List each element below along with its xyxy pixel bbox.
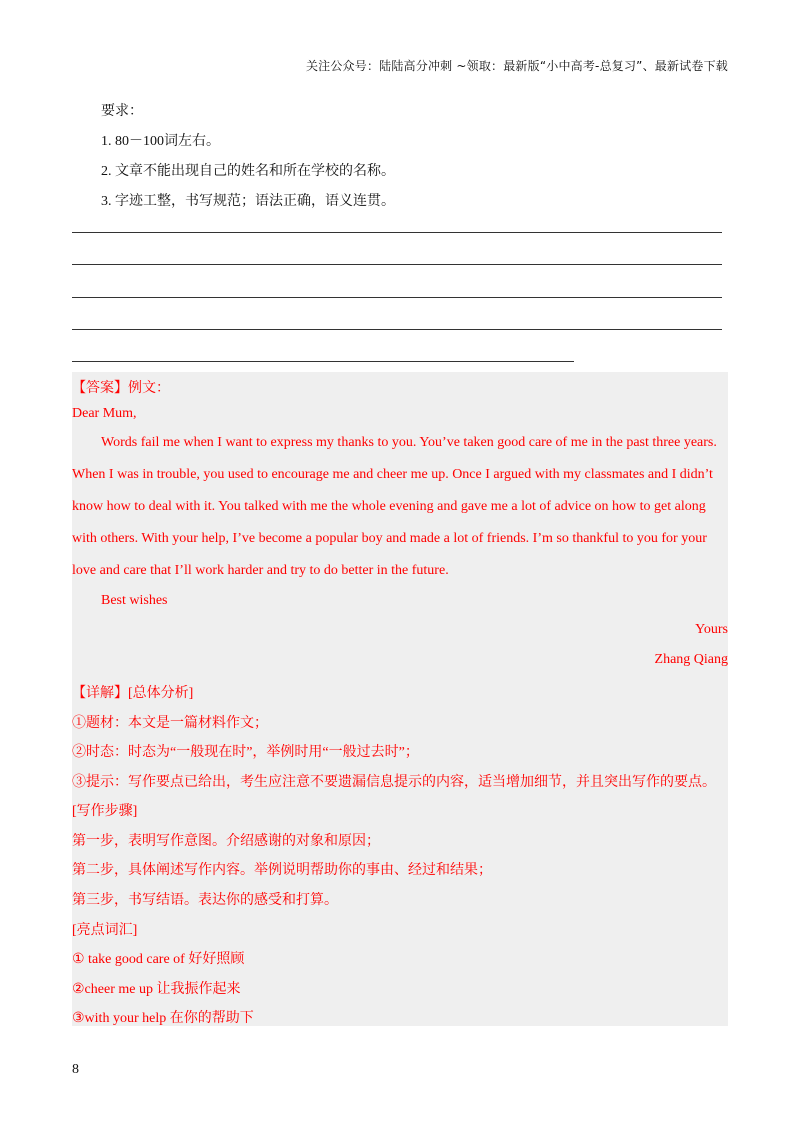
vocab-item: ③with your help 在你的帮助下 xyxy=(72,1011,254,1026)
letter-signature: Zhang Qiang xyxy=(654,652,728,667)
letter-body-line: know how to deal with it. You talked with me the whole evening and gave me a lot of advice on how to get along xyxy=(72,499,706,514)
vocab-item: ① take good care of 好好照顾 xyxy=(72,952,245,967)
writing-line xyxy=(72,297,722,298)
letter-signoff: Yours xyxy=(695,622,728,637)
writing-line xyxy=(72,361,574,362)
requirement-item: 2. 文章不能出现自己的姓名和所在学校的名称。 xyxy=(101,164,395,179)
letter-salutation: Dear Mum, xyxy=(72,406,137,421)
page-number: 8 xyxy=(72,1062,79,1077)
vocab-label: [亮点词汇] xyxy=(72,923,138,938)
letter-closing: Best wishes xyxy=(101,593,168,608)
page-header: 关注公众号：陆陆高分冲刺 ~领取：最新版“小中高考-总复习”、最新试卷下载 xyxy=(305,59,728,73)
writing-line xyxy=(72,264,722,265)
step-item: 第二步，具体阐述写作内容。举例说明帮助你的事由、经过和结果； xyxy=(72,863,492,878)
analysis-label: 【详解】[总体分析] xyxy=(72,686,194,701)
writing-line xyxy=(72,232,722,233)
writing-line xyxy=(72,329,722,330)
step-item: 第三步，书写结语。表达你的感受和打算。 xyxy=(72,893,338,908)
step-item: 第一步，表明写作意图。介绍感谢的对象和原因； xyxy=(72,834,380,849)
answer-section xyxy=(72,372,728,1026)
letter-body-line: with others. With your help, I’ve become a popular boy and made a lot of friends. I’m so thankful to you for your xyxy=(72,531,707,546)
analysis-item: ①题材：本文是一篇材料作文； xyxy=(72,716,268,731)
analysis-item: ②时态：时态为“一般现在时”，举例时用“一般过去时”； xyxy=(72,745,419,760)
letter-body-line: Words fail me when I want to express my thanks to you. You’ve taken good care of me in the past three years. xyxy=(101,435,717,450)
requirements-title: 要求： xyxy=(101,104,143,119)
requirement-item: 3. 字迹工整，书写规范；语法正确，语义连贯。 xyxy=(101,194,395,209)
requirement-item: 1. 80－100词左右。 xyxy=(101,134,220,149)
steps-label: [写作步骤] xyxy=(72,804,138,819)
letter-body-line: When I was in trouble, you used to encourage me and cheer me up. Once I argued with my classmates and I didn’t xyxy=(72,467,713,482)
analysis-item: ③提示：写作要点已给出，考生应注意不要遗漏信息提示的内容，适当增加细节，并且突出写作的要点。 xyxy=(72,775,716,790)
answer-label: 【答案】例文： xyxy=(72,381,170,396)
vocab-item: ②cheer me up 让我振作起来 xyxy=(72,982,241,997)
letter-body-line: love and care that I’ll work harder and try to do better in the future. xyxy=(72,563,449,578)
